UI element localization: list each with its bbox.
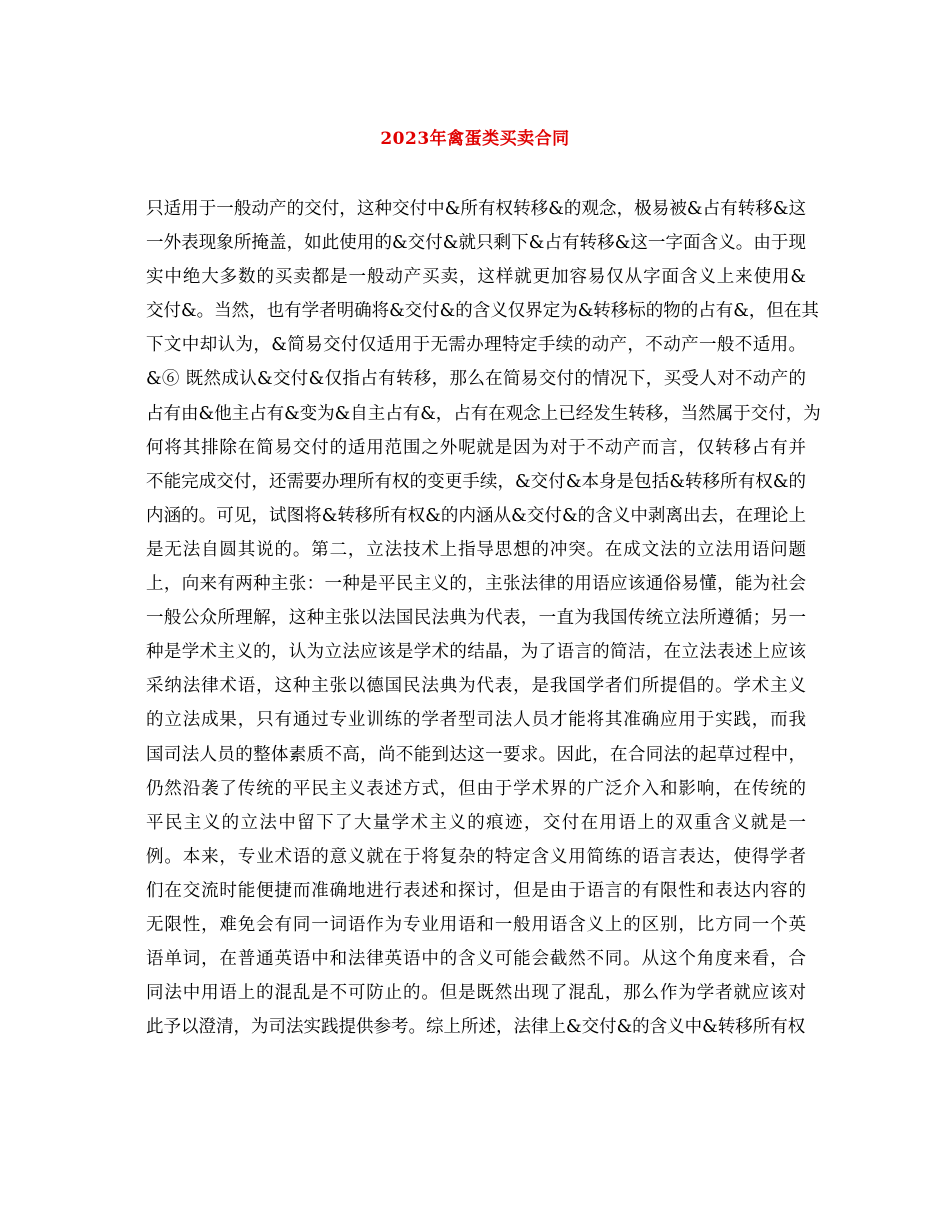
text-line: 下文中却认为，&简易交付仅适用于无需办理特定手续的动产，不动产一般不适用。 <box>146 335 806 356</box>
text-line: 一外表现象所掩盖，如此使用的&交付&就只剩下&占有转移&这一字面含义。由于现 <box>146 233 806 254</box>
text-line: 平民主义的立法中留下了大量学术主义的痕迹，交付在用语上的双重含义就是一 <box>146 812 806 833</box>
text-line: 一般公众所理解，这种主张以法国民法典为代表，一直为我国传统立法所遵循；另一 <box>146 608 806 629</box>
text-line: 不能完成交付，还需要办理所有权的变更手续，&交付&本身是包括&转移所有权&的 <box>146 471 806 492</box>
text-line: 国司法人员的整体素质不高，尚不能到达这一要求。因此，在合同法的起草过程中， <box>146 744 806 765</box>
body-text <box>146 192 821 1044</box>
text-line: 同法中用语上的混乱是不可防止的。但是既然出现了混乱，那么作为学者就应该对 <box>146 983 806 1004</box>
text-line: 此予以澄清，为司法实践提供参考。综上所述，法律上&交付&的含义中&转移所有权 <box>146 1017 806 1038</box>
text-line: 们在交流时能便捷而准确地进行表述和探讨，但是由于语言的有限性和表达内容的 <box>146 880 806 901</box>
text-line: 占有由&他主占有&变为&自主占有&，占有在观念上已经发生转移，当然属于交付，为 <box>146 403 821 424</box>
text-line: 例。本来，专业术语的意义就在于将复杂的特定含义用简练的语言表达，使得学者 <box>146 846 806 867</box>
text-line: 无限性，难免会有同一词语作为专业用语和一般用语含义上的区别，比方同一个英 <box>146 914 806 935</box>
text-line: 上，向来有两种主张：一种是平民主义的，主张法律的用语应该通俗易懂，能为社会 <box>146 574 806 595</box>
document-title: 2023年禽蛋类买卖合同 <box>380 129 570 149</box>
text-line: 内涵的。可见，试图将&转移所有权&的内涵从&交付&的含义中剥离出去，在理论上 <box>146 505 806 526</box>
text-line: 种是学术主义的，认为立法应该是学术的结晶，为了语言的简洁，在立法表述上应该 <box>146 642 806 663</box>
text-line: 采纳法律术语，这种主张以德国民法典为代表，是我国学者们所提倡的。学术主义 <box>146 676 806 697</box>
text-line: 交付&。当然，也有学者明确将&交付&的含义仅界定为&转移标的物的占有&，但在其 <box>146 301 819 322</box>
text-line: 何将其排除在简易交付的适用范围之外呢就是因为对于不动产而言，仅转移占有并 <box>146 437 806 458</box>
text-line: 只适用于一般动产的交付，这种交付中&所有权转移&的观念，极易被&占有转移&这 <box>146 199 806 219</box>
text-line: 实中绝大多数的买卖都是一般动产买卖，这样就更加容易仅从字面含义上来使用& <box>146 267 806 288</box>
text-line: &⑥ 既然成认&交付&仅指占有转移，那么在简易交付的情况下，买受人对不动产的 <box>146 369 806 390</box>
text-line: 仍然沿袭了传统的平民主义表述方式，但由于学术界的广泛介入和影响，在传统的 <box>146 778 806 799</box>
text-line: 的立法成果，只有通过专业训练的学者型司法人员才能将其准确应用于实践，而我 <box>146 710 806 731</box>
text-line: 是无法自圆其说的。第二，立法技术上指导思想的冲突。在成文法的立法用语问题 <box>146 539 806 560</box>
text-line: 语单词，在普通英语中和法律英语中的含义可能会截然不同。从这个角度来看，合 <box>146 949 806 970</box>
